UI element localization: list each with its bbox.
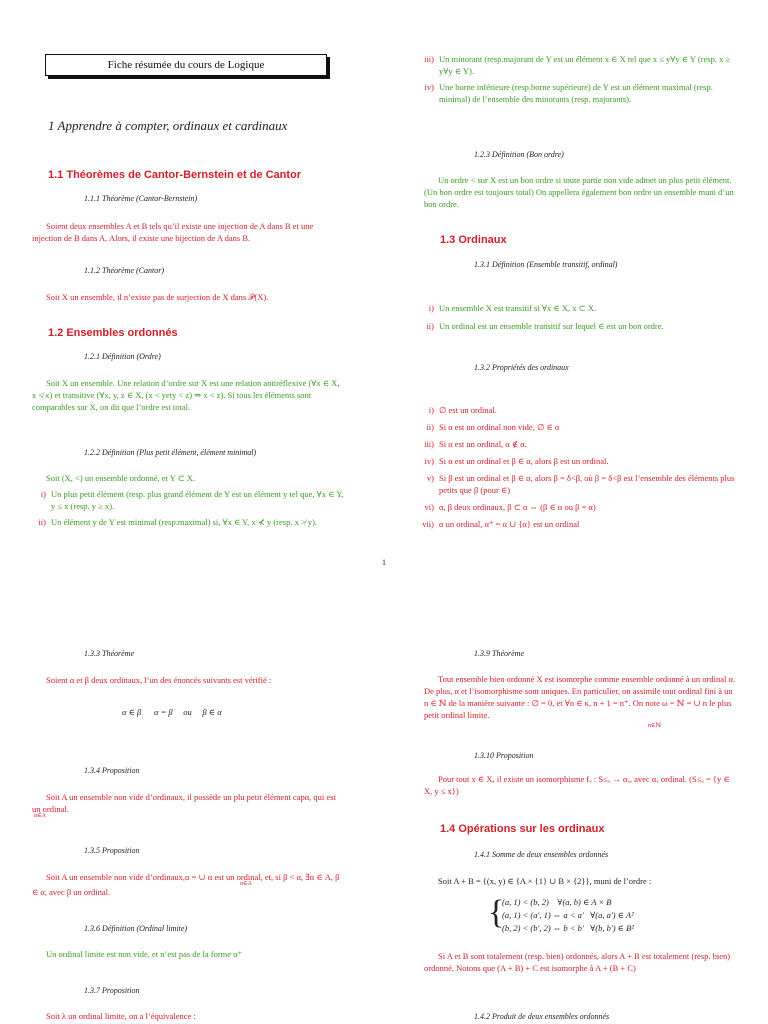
list-item bbox=[420, 421, 740, 433]
list-item-text: α, β deux ordinaux, β ⊂ α ⇔ (β ∈ α ou β = α) bbox=[439, 502, 596, 512]
theorem-1-1-2-text: Soit X un ensemble, il n’existe pas de surjection de X dans 𝒫(X). bbox=[46, 292, 269, 302]
properties-list bbox=[420, 404, 740, 530]
list-item bbox=[420, 438, 740, 450]
section-1-4-heading: 1.4 Opérations sur les ordinaux bbox=[440, 823, 605, 835]
theorem-1-3-3-heading: 1.3.3 Théorème bbox=[84, 649, 134, 658]
list-item-number: iv) bbox=[424, 82, 434, 92]
list-item-text: Un ensemble X est transitif si ∀x ∈ X, x ⊂ X. bbox=[439, 303, 597, 313]
definition-1-4-1-text: Si A et B sont totalement (resp. bien) ordonnés, alors A + B est totalement (resp. bien) ordonné. Notons que (A + B) + C est isomorphe à A + (B + C) bbox=[424, 951, 731, 973]
definition-1-2-2-heading: 1.2.2 Définition (Plus petit élément, élément minimal) bbox=[84, 448, 257, 457]
list-item-text: Si α est un ordinal non vide, ∅ ∈ α bbox=[439, 422, 560, 432]
theorem-1-1-1-text: Soient deux ensembles A et B tels qu’il existe une injection de A dans B et une injection de B dans A. Alors, il existe une bijection de A dans B. bbox=[32, 221, 314, 243]
theorem-1-3-3-text: Soient α et β deux ordinaux, l’un des énoncés suivants est vérifié : bbox=[46, 675, 272, 685]
list-item-text: Si α est un ordinal et β ∈ α, alors β est un ordinal. bbox=[439, 456, 609, 466]
theorem-1-3-9-subscript: n∈ℕ bbox=[648, 723, 661, 729]
definition-1-3-1-list bbox=[420, 302, 740, 332]
proposition-1-3-5-text: Soit A un ensemble non vide d’ordinaux,α = ∪ α est un ordinal, et, si β < α, ∃α ∈ A, β ∈ α, avec β un ordinal. bbox=[32, 872, 340, 897]
theorem-1-3-3-formula: α ∈ β α = β ou β ∈ α bbox=[122, 707, 222, 717]
list-item-number: i) bbox=[428, 405, 434, 415]
proposition-1-3-5-heading: 1.3.5 Proposition bbox=[84, 846, 140, 855]
definition-1-4-1-intro: Soit A + B = {(x, y) ∈ {A × {1} ∪ B × {2}}, muni de l’ordre : bbox=[438, 876, 652, 886]
page-2 bbox=[0, 640, 768, 1024]
list-item bbox=[420, 455, 740, 467]
list-item bbox=[420, 404, 740, 416]
proposition-1-3-4-text: Soit A un ensemble non vide d’ordinaux, il possède un plu petit élément capα, qui est un ordinal. bbox=[32, 792, 336, 814]
list-item-number: i) bbox=[40, 489, 46, 499]
section-1-heading: 1 Apprendre à compter, ordinaux et cardinaux bbox=[48, 118, 288, 133]
theorem-1-1-1-heading bbox=[84, 194, 197, 203]
list-item-number: ii) bbox=[38, 517, 46, 527]
section-1-1-heading: 1.1 Théorèmes de Cantor-Bernstein et de Cantor bbox=[48, 169, 302, 181]
proposition-1-3-10-text: Pour tout x ∈ X, il existe un isomorphisme fₓ : S≤ₓ → αₓ, avec αₓ ordinal. (S≤ₓ = {y ∈ X, y ≤ x}) bbox=[424, 774, 730, 796]
definition-1-4-1-heading: 1.4.1 Somme de deux ensembles ordonnés bbox=[474, 850, 609, 859]
definition-1-3-6-heading: 1.3.6 Définition (Ordinal limite) bbox=[84, 924, 188, 933]
definition-1-2-2-intro: Soit (X, <) un ensemble ordonné, et Y ⊂ X. bbox=[46, 473, 196, 483]
section-1-2-heading: 1.2 Ensembles ordonnés bbox=[48, 327, 178, 339]
list-item-number: vii) bbox=[422, 519, 434, 529]
list-item-number: i) bbox=[428, 303, 434, 313]
properties-1-3-2-heading: 1.3.2 Propriétés des ordinaux bbox=[474, 363, 569, 372]
system-line: (a, 1) < (a′, 1) ⇔ a < a′ ∀(a, a′) ∈ A² bbox=[502, 910, 634, 920]
page-number: 1 bbox=[382, 558, 386, 567]
proposition-1-3-7-heading: 1.3.7 Proposition bbox=[84, 986, 140, 995]
definition-1-3-1-heading: 1.3.1 Définition (Ensemble transitif, ordinal) bbox=[474, 260, 618, 269]
list-item-text: ∅ est un ordinal. bbox=[439, 405, 497, 415]
definition-1-2-1-heading: 1.2.1 Définition (Ordre) bbox=[84, 352, 161, 361]
list-item-text: Une borne inférieure (resp.borne supérieure) de Y est un élément maximal (resp. minimal) de l’ensemble des minorants (resp. majorants). bbox=[439, 82, 713, 104]
definition-1-4-2-heading: 1.4.2 Produit de deux ensembles ordonnés bbox=[474, 1012, 610, 1021]
proposition-1-3-5-subscript: α∈A bbox=[240, 881, 252, 887]
list-item-number: iii) bbox=[424, 439, 434, 449]
list-item-number: ii) bbox=[426, 321, 434, 331]
list-item bbox=[420, 472, 740, 496]
theorem-1-1-1-title: 1.1.1 Théorème (Cantor-Bernstein) bbox=[84, 194, 198, 203]
list-item-text: Un plus petit élément (resp. plus grand élément de Y est un élément y tel que, ∀x ∈ Y, y ≤ x (resp. y ≥ x). bbox=[51, 489, 344, 511]
list-item-text: α un ordinal, α⁺ = α ∪ {α} est un ordinal bbox=[439, 519, 580, 529]
left-brace-icon: { bbox=[488, 894, 505, 931]
list-item bbox=[32, 516, 346, 528]
list-item bbox=[420, 53, 740, 77]
proposition-1-3-4-subscript: α∈A bbox=[34, 813, 46, 819]
theorem-1-1-2-heading: 1.1.2 Théorème (Cantor) bbox=[84, 266, 164, 275]
theorem-1-3-9-text: Tout ensemble bien ordonné X est isomorphe comme ensemble ordonné à un ordinal α. De plus, α et l’isomorphisme sont uniques. En particulier, on assimile tout ordinal fini à un n ∈ ℕ de la manière suivante : ∅ = 0, et ∀n ∈ κ, n + 1 = n⁺. On note ω = ℕ = ∪ n le plus petit ordinal limite. bbox=[424, 674, 736, 720]
definition-1-2-1-text: Soit X un ensemble. Une relation d’ordre sur X est une relation antiréflexive (∀x ∈ X, x ≮ x) et transitive (∀x, y, z ∈ X, (x < yety < z) ⇒ x < z). Si tous les éléments sont comparables sur X, on dit que l’ordre est total. bbox=[32, 378, 340, 412]
list-item-text: Un ordinal est un ensemble transitif sur lequel ∈ est un bon ordre. bbox=[439, 321, 664, 331]
theorem-1-3-9-heading: 1.3.9 Théorème bbox=[474, 649, 524, 658]
definition-1-3-6-text: Un ordinal limite est non vide, et n’est pas de la forme α⁺ bbox=[46, 949, 243, 959]
list-item-text: Un minorant (resp.majorant de Y est un élément x ∈ X tel que x ≤ y∀y ∈ Y (resp. x ≥ y∀y ∈ Y). bbox=[439, 54, 731, 76]
proposition-1-3-7-text: Soit λ un ordinal limite, on a l’équivalence : bbox=[46, 1011, 196, 1021]
list-item bbox=[32, 488, 346, 512]
list-item-number: iii) bbox=[424, 54, 434, 64]
list-item bbox=[420, 518, 740, 530]
definition-1-2-2-list-cont bbox=[420, 53, 740, 105]
document-title: Fiche résumée du cours de Logique bbox=[45, 54, 327, 76]
list-item bbox=[420, 302, 740, 314]
list-item-number: ii) bbox=[426, 422, 434, 432]
system-line: (b, 2) < (b′, 2) ⇔ b < b′ ∀(b, b′) ∈ B² bbox=[502, 923, 634, 933]
list-item-text: Si β est un ordinal et β ∈ α, alors β = δ<β, où β = δ<β est l’ensemble des éléments plus petits que β (pour ∈) bbox=[439, 473, 735, 495]
definition-1-2-3-heading: 1.2.3 Définition (Bon ordre) bbox=[474, 150, 564, 159]
list-item-text: Un élément y de Y est minimal (resp.maximal) si, ∀x ∈ Y, x ⊀ y (resp. x ≯ y). bbox=[51, 517, 318, 527]
list-item bbox=[420, 320, 740, 332]
list-item-text: Si α est un ordinal, α ∉ α. bbox=[439, 439, 527, 449]
definition-1-2-3-text: Un ordre < sur X est un bon ordre si toute partie non vide admet un plus petit élément. (Un bon ordre est toujours total) On appellera également bon ordre un ensemble muni d’un bon ordre. bbox=[424, 175, 734, 209]
list-item-number: vi) bbox=[424, 502, 434, 512]
definition-1-4-1-system bbox=[488, 894, 728, 938]
list-item-number: iv) bbox=[424, 456, 434, 466]
system-line: (a, 1) < (b, 2) ∀(a, b) ∈ A × B bbox=[502, 897, 612, 907]
section-1-3-heading: 1.3 Ordinaux bbox=[440, 234, 507, 246]
definition-1-2-2-list bbox=[32, 488, 346, 528]
list-item-number: v) bbox=[426, 473, 434, 483]
list-item bbox=[420, 81, 740, 105]
list-item bbox=[420, 501, 740, 513]
proposition-1-3-4-heading: 1.3.4 Proposition bbox=[84, 766, 140, 775]
proposition-1-3-10-heading: 1.3.10 Proposition bbox=[474, 751, 534, 760]
